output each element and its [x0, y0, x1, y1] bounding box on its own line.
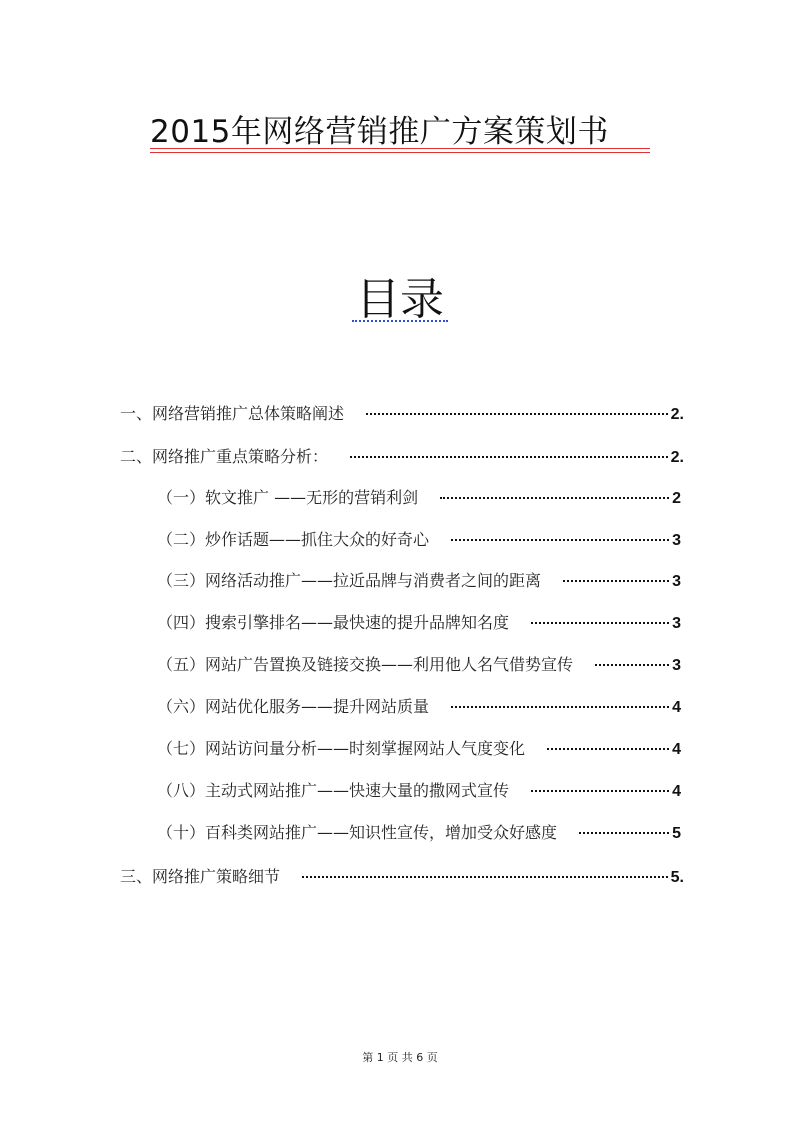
toc-dot-leader: [579, 832, 669, 834]
document-title: 2015年网络营销推广方案策划书: [150, 114, 609, 150]
toc-entry-text: 一、网络营销推广总体策略阐述: [120, 404, 345, 423]
toc-entry-text: （二）炒作话题——抓住大众的好奇心: [157, 530, 430, 549]
toc-page-number: 3: [672, 532, 681, 549]
toc-dot-leader: [531, 790, 669, 792]
toc-page-number: 3: [672, 657, 681, 674]
toc-entry[interactable]: [157, 735, 681, 763]
toc-entry[interactable]: [120, 400, 684, 428]
toc-dot-leader: [547, 748, 669, 750]
toc-heading: 目录: [356, 274, 444, 325]
toc-page-number: 4: [672, 699, 681, 716]
toc-entry-text: （三）网络活动推广——拉近品牌与消费者之间的距离: [157, 571, 542, 590]
toc-page-number: 5.: [670, 869, 684, 886]
toc-dot-leader: [451, 706, 669, 708]
toc-entry[interactable]: [157, 484, 681, 512]
toc-entry-text: （七）网站访问量分析——时刻掌握网站人气度变化: [157, 739, 526, 758]
toc-dot-leader: [451, 539, 669, 541]
toc-dot-leader: [302, 876, 668, 878]
toc-entry[interactable]: [120, 443, 684, 471]
toc-entry-text: （六）网站优化服务——提升网站质量: [157, 697, 430, 716]
title-underline: [150, 148, 650, 149]
toc-entry[interactable]: [120, 863, 684, 891]
toc-dot-leader: [440, 497, 669, 499]
toc-page-number: 2.: [670, 406, 684, 423]
toc-entry-text: （十）百科类网站推广——知识性宣传，增加受众好感度: [157, 823, 558, 842]
toc-entry-text: （八）主动式网站推广——快速大量的撒网式宣传: [157, 781, 510, 800]
toc-entry[interactable]: [157, 609, 681, 637]
toc-entry[interactable]: [157, 567, 681, 595]
toc-entry-text: 二、网络推广重点策略分析：: [120, 447, 329, 466]
toc-entry[interactable]: [157, 777, 681, 805]
page-footer: 第 1 页 共 6 页: [362, 1051, 438, 1064]
toc-entry[interactable]: [157, 693, 681, 721]
toc-entry-text: （四）搜索引擎排名——最快速的提升品牌知名度: [157, 613, 510, 632]
toc-page-number: 5: [672, 825, 681, 842]
toc-dot-leader: [563, 580, 669, 582]
toc-entry[interactable]: [157, 526, 681, 554]
toc-entry[interactable]: [157, 651, 681, 679]
toc-dot-leader: [595, 664, 669, 666]
toc-entry-text: 三、网络推广策略细节: [120, 867, 281, 886]
toc-dot-leader: [531, 622, 669, 624]
toc-dot-leader: [350, 456, 668, 458]
toc-page-number: 3: [672, 615, 681, 632]
toc-page-number: 2: [672, 490, 681, 507]
toc-heading-underline: [352, 320, 448, 322]
toc-entry-text: （一）软文推广 ——无形的营销利剑: [157, 488, 419, 507]
toc-page-number: 4: [672, 741, 681, 758]
toc-entry-text: （五）网站广告置换及链接交换——利用他人名气借势宣传: [157, 655, 574, 674]
title-underline-second: [150, 152, 650, 153]
toc-dot-leader: [366, 413, 668, 415]
toc-page-number: 3: [672, 573, 681, 590]
toc-page-number: 4: [672, 783, 681, 800]
toc-entry[interactable]: [157, 819, 681, 847]
toc-page-number: 2.: [670, 449, 684, 466]
